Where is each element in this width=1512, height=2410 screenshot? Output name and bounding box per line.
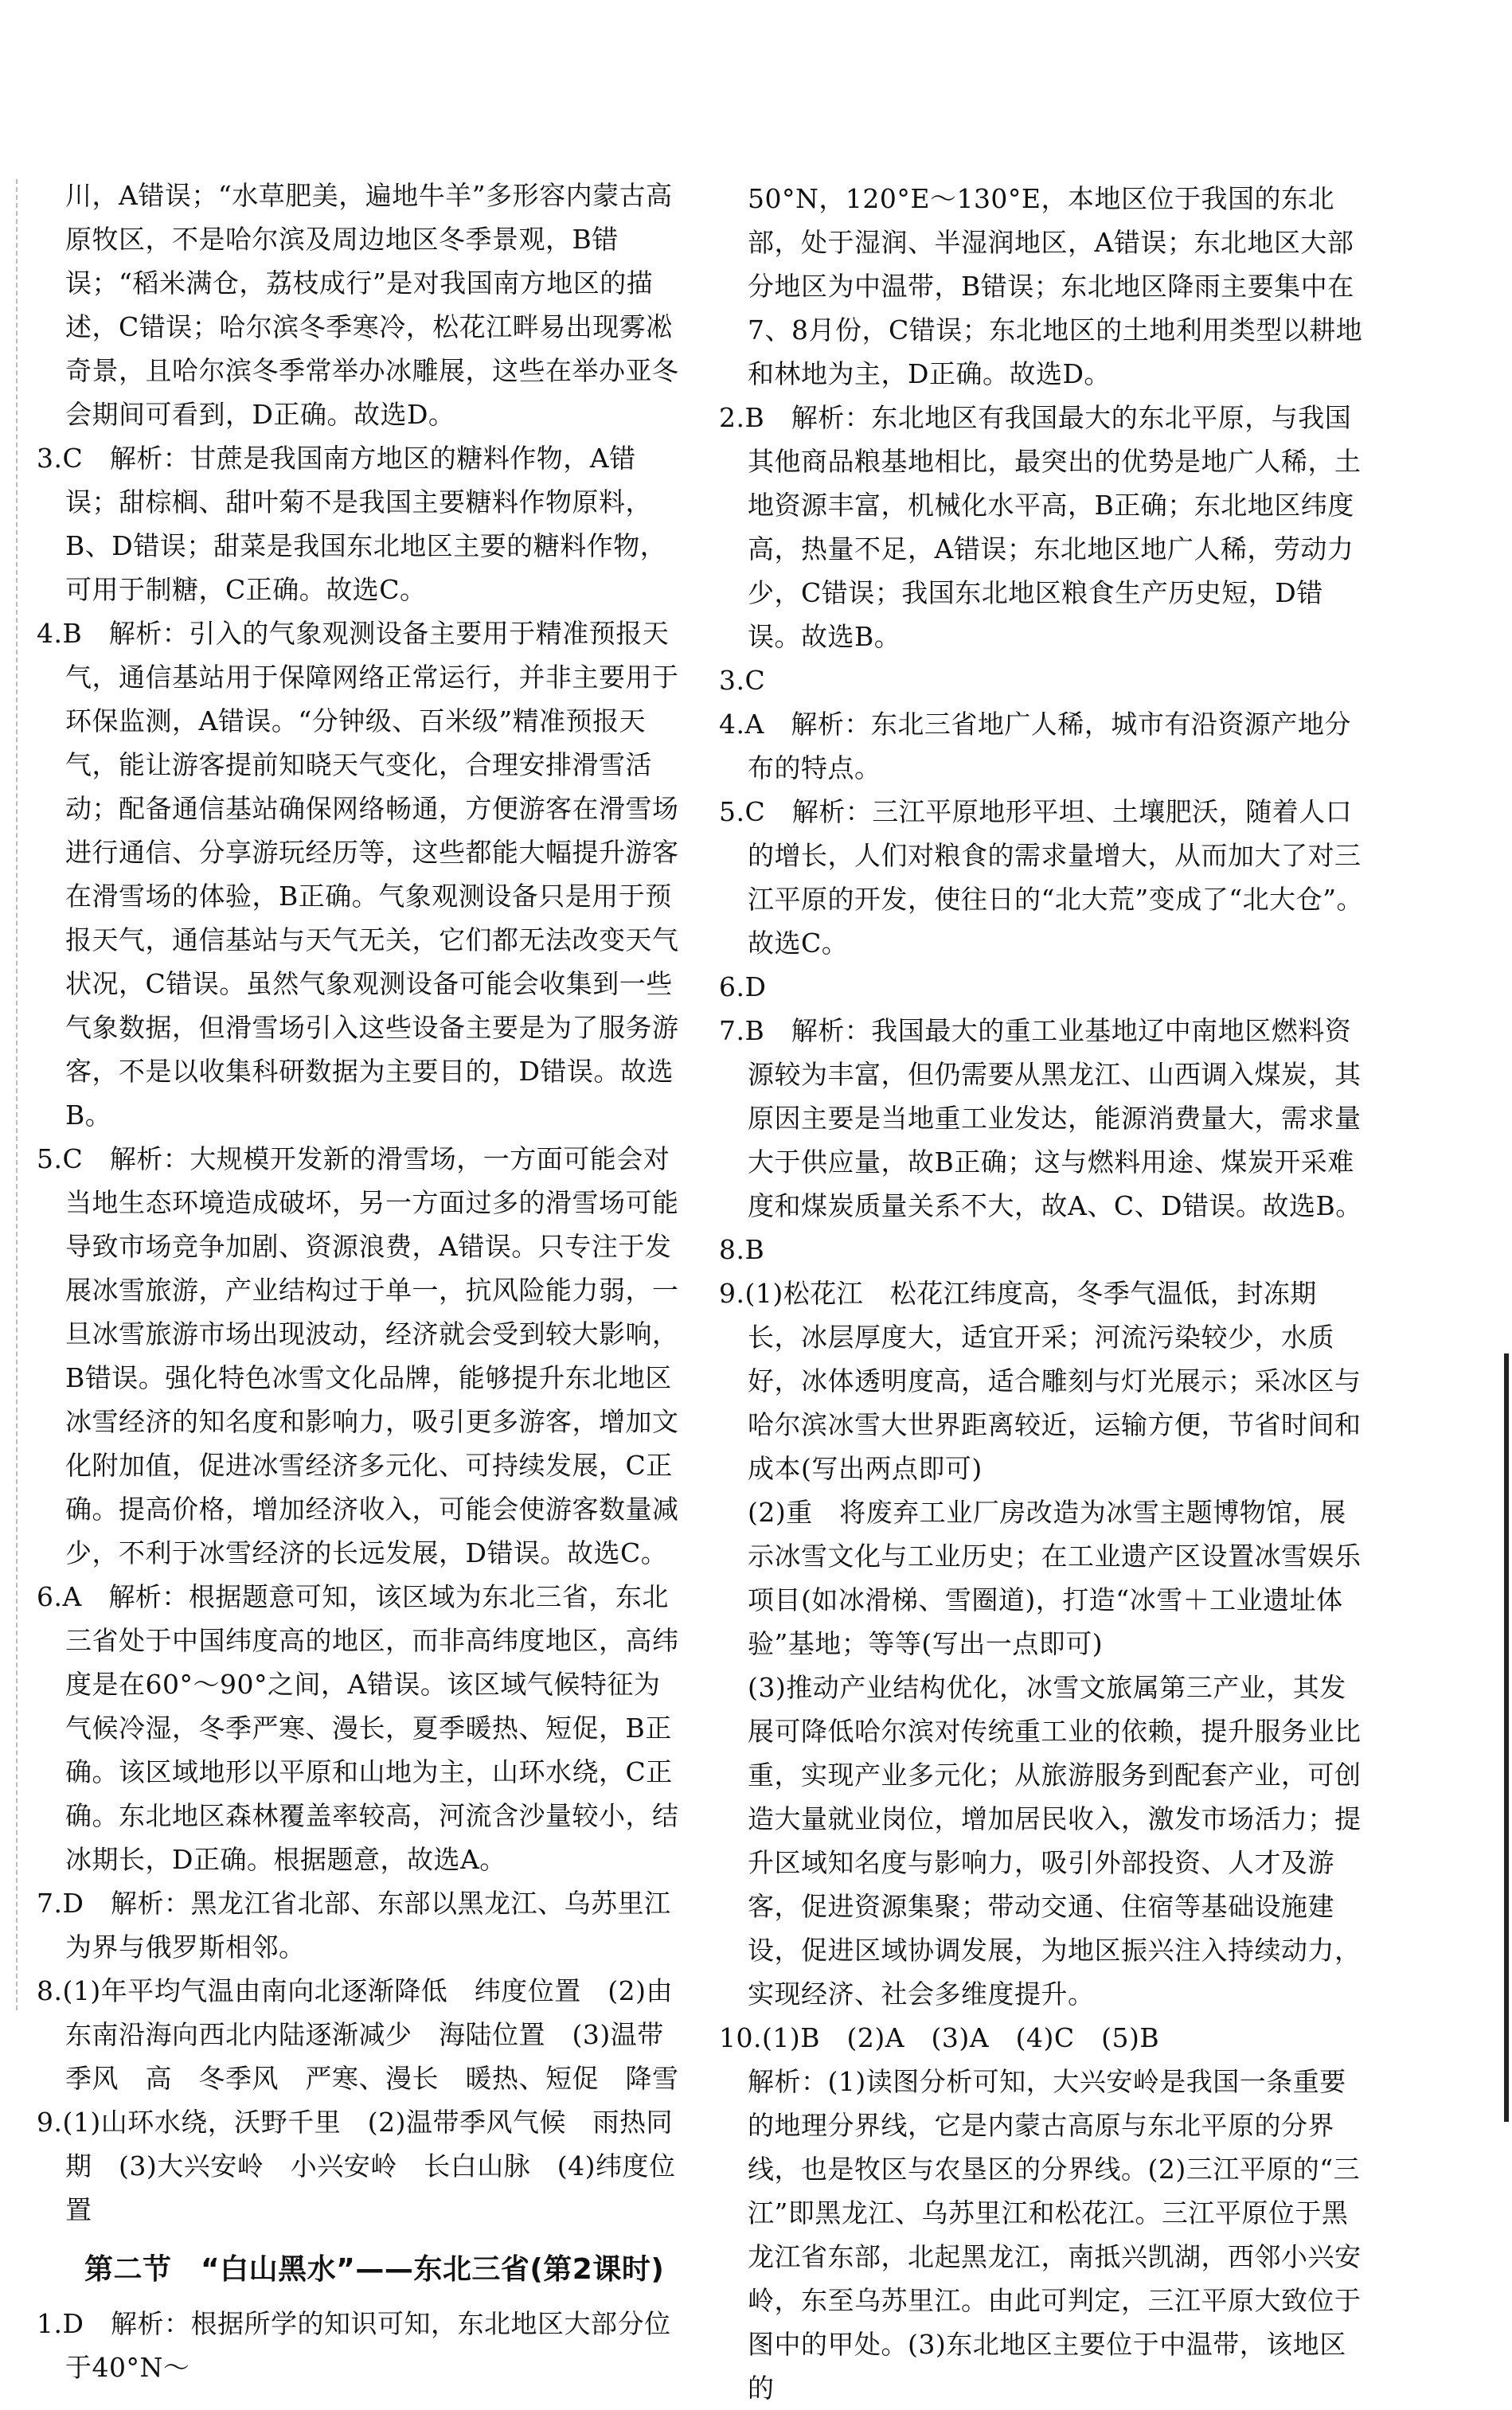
paragraph: 3.C 解析：甘蔗是我国南方地区的糖料作物，A错误；甜棕榈、甜叶菊不是我国主要糖料作物原料，B、D错误；甜菜是我国东北地区主要的糖料作物，可用于制糖，C正确。故选C。 [37,443,667,605]
paragraph: 6.A 解析：根据题意可知，该区域为东北三省，东北三省处于中国纬度高的地区，而非高纬度地区，高纬度是在60°～90°之间，A错误。该区域气候特征为气候冷湿，冬季严寒、漫长，夏季暖热、短促，B正确。该区域地形以平原和山地为主，山环水绕，C正确。东北地区森林覆盖率较高，河流含沙量较小，结冰期长，D正确。根据题意，故选A。 [37,1581,679,1875]
paragraph: 解析：(1)读图分析可知，大兴安岭是我国一条重要的地理分界线，它是内蒙古高原与东北平原的分界线，也是牧区与农垦区的分界线。(2)三江平原的“三江”即黑龙江、乌苏里江和松花江。三江平原位于黑龙江省东部，北起黑龙江，南抵兴凯湖，西邻小兴安岭，东至乌苏里江。由此可判定，三江平原大致位于图中的甲处。(3)东北地区主要位于中温带，该地区的 [748,2066,1362,2404]
paragraph: 50°N，120°E～130°E，本地区位于我国的东北部，处于湿润、半湿润地区，A错误；东北地区大部分地区为中温带，B错误；东北地区降雨主要集中在7、8月份，C错误；东北地区的土地利用类型以耕地和林地为主，D正确。故选D。 [748,183,1363,389]
left-column [37,174,683,2389]
page-edge-shadow [1504,1353,1509,2122]
right-column [719,177,1365,2410]
paragraph: 6.D [719,971,767,1002]
paragraph: 4.A 解析：东北三省地广人稀，城市有沿资源产地分布的特点。 [719,709,1351,783]
paragraph: 4.B 解析：引入的气象观测设备主要用于精准预报天气，通信基站用于保障网络正常运行，并非主要用于环保监测，A错误。“分钟级、百米级”精准预报天气，能让游客提前知晓天气变化，合理安排滑雪活动；配备通信基站确保网络畅通，方便游客在滑雪场进行通信、分享游玩经历等，这些都能大幅提升游客在滑雪场的体验，B正确。气象观测设备只是用于预报天气，通信基站与天气无关，它们都无法改变天气状况，C错误。虽然气象观测设备可能会收集到一些气象数据，但滑雪场引入这些设备主要是为了服务游客，不是以收集科研数据为主要目的，D错误。故选B。 [37,618,679,1131]
paragraph: 7.B 解析：我国最大的重工业基地辽中南地区燃料资源较为丰富，但仍需要从黑龙江、山西调入煤炭，其原因主要是当地重工业发达，能源消费量大，需求量大于供应量，故B正确；这与燃料用途、煤炭开采难度和煤炭质量关系不大，故A、C、D错误。故选B。 [719,1015,1362,1221]
section-title: 第二节 “白山黑水”——东北三省(第2课时) [84,2253,665,2286]
paragraph: 川，A错误；“水草肥美，遍地牛羊”多形容内蒙古高原牧区，不是哈尔滨及周边地区冬季景观，B错误；“稻米满仓，荔枝成行”是对我国南方地区的描述，C错误；哈尔滨冬季寒冷，松花江畔易出现雾凇奇景，且哈尔滨冬季常举办冰雕展，这些在举办亚冬会期间可看到，D正确。故选D。 [65,180,679,430]
paragraph: 3.C [719,665,766,696]
paragraph: 8.(1)年平均气温由南向北逐渐降低 纬度位置 (2)由东南沿海向西北内陆逐渐减少 海陆位置 (3)温带季风 高 冬季风 严寒、漫长 暖热、短促 降雪 [37,1975,679,2094]
paragraph: 5.C 解析：大规模开发新的滑雪场，一方面可能会对当地生态环境造成破坏，另一方面过多的滑雪场可能导致市场竞争加剧、资源浪费，A错误。只专注于发展冰雪旅游，产业结构过于单一，抗风险能力弱，一旦冰雪旅游市场出现波动，经济就会受到较大影响，B错误。强化特色冰雪文化品牌，能够提升东北地区冰雪经济的知名度和影响力，吸引更多游客，增加文化附加值，促进冰雪经济多元化、可持续发展，C正确。提高价格，增加经济收入，可能会使游客数量减少，不利于冰雪经济的长远发展，D错误。故选C。 [37,1143,679,1568]
paragraph: 2.B 解析：东北地区有我国最大的东北平原，与我国其他商品粮基地相比，最突出的优势是地广人稀，土地资源丰富，机械化水平高，B正确；东北地区纬度高，热量不足，A错误；东北地区地广人稀，劳动力少，C错误；我国东北地区粮食生产历史短，D错误。故选B。 [719,402,1362,652]
paragraph: 9.(1)松花江 松花江纬度高，冬季气温低，封冻期长，冰层厚度大，适宜开采；河流污染较少，水质好，冰体透明度高，适合雕刻与灯光展示；采冰区与哈尔滨冰雪大世界距离较近，运输方便，节省时间和成本(写出两点即可) [719,1278,1362,1484]
paragraph: 8.B [719,1234,765,1265]
paragraph: 5.C 解析：三江平原地形平坦、土壤肥沃，随着人口的增长，人们对粮食的需求量增大，从而加大了对三江平原的开发，使往日的“北大荒”变成了“北大仓”。故选C。 [719,796,1363,959]
paragraph: 1.D 解析：根据所学的知识可知，东北地区大部分位于40°N～ [37,2308,671,2383]
paragraph: 9.(1)山环水绕，沃野千里 (2)温带季风气候 雨热同期 (3)大兴安岭 小兴安岭 长白山脉 (4)纬度位置 [37,2107,676,2225]
paragraph: (2)重 将废弃工业厂房改造为冰雪主题博物馆，展示冰雪文化与工业历史；在工业遗产区设置冰雪娱乐项目(如冰滑梯、雪圈道)，打造“冰雪＋工业遗址体验”基地；等等(写出一点即可) [748,1497,1362,1659]
paragraph: 10.(1)B (2)A (3)A (4)C (5)B [719,2022,1160,2053]
paragraph: 7.D 解析：黑龙江省北部、东部以黑龙江、乌苏里江为界与俄罗斯相邻。 [37,1888,671,1963]
column-divider [16,179,18,2010]
paragraph: (3)推动产业结构优化，冰雪文旅属第三产业，其发展可降低哈尔滨对传统重工业的依赖，提升服务业比重，实现产业多元化；从旅游服务到配套产业，可创造大量就业岗位，增加居民收入，激发市场活力；提升区域知名度与影响力，吸引外部投资、人才及游客，促进资源集聚；带动交通、住宿等基础设施建设，促进区域协调发展，为地区振兴注入持续动力，实现经济、社会多维度提升。 [748,1672,1362,2010]
